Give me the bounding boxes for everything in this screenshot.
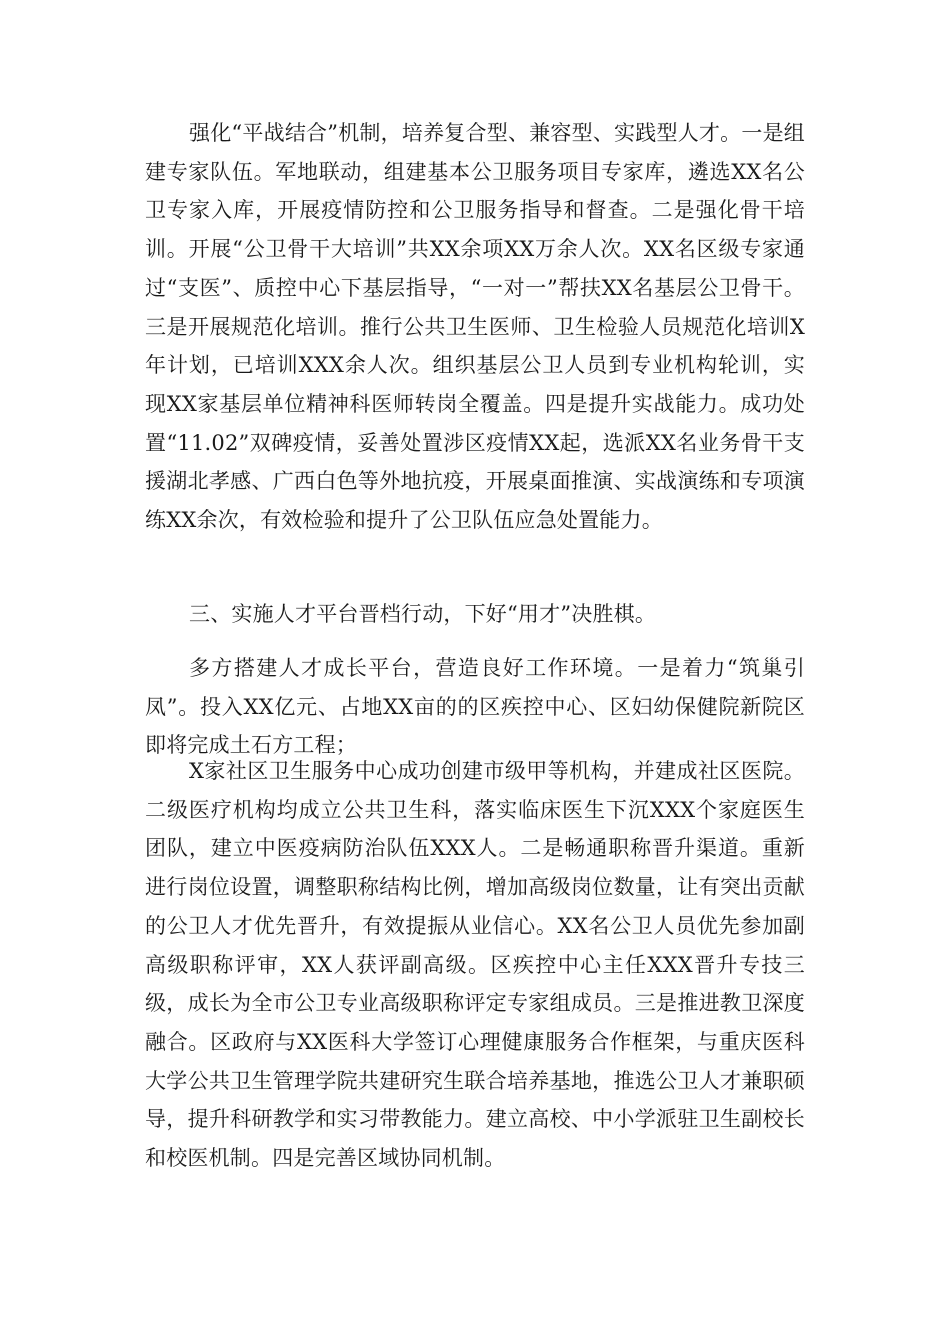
section-heading-three bbox=[145, 595, 805, 634]
section-heading-text: 三、实施人才平台晋档行动，下好“用才”决胜棋。 bbox=[189, 602, 657, 626]
paragraph-text: 多方搭建人才成长平台，营造良好工作环境。一是着力“筑巢引凤”。投入XX亿元、占地XX亩的的区疾控中心、区妇幼保健院新院区即将完成土石方工程； bbox=[145, 656, 805, 758]
paragraph-talent-training bbox=[145, 114, 805, 540]
paragraph-text: 强化“平战结合”机制，培养复合型、兼容型、实践型人才。一是组建专家队伍。军地联动，组建基本公卫服务项目专家库，遴选XX名公卫专家入库，开展疫情防控和公卫服务指导和督查。二是强化骨干培训。开展“公卫骨干大培训”共XX余项XX万余人次。XX名区级专家通过“支医”、质控中心下基层指导，“一对一”帮扶XX名基层公卫骨干。三是开展规范化培训。推行公共卫生医师、卫生检验人员规范化培训X年计划，已培训XXX余人次。组织基层公卫人员到专业机构轮训，实现XX家基层单位精神科医师转岗全覆盖。四是提升实战能力。成功处置“11.02”双碑疫情，妥善处置涉区疫情XX起，选派XX名业务骨干支援湖北孝感、广西白色等外地抗疫，开展桌面推演、实战演练和专项演练XX余次，有效检验和提升了公卫队伍应急处置能力。 bbox=[145, 121, 805, 533]
paragraph-community-health bbox=[145, 752, 805, 1178]
paragraph-platform-building bbox=[145, 649, 805, 765]
paragraph-text: X家社区卫生服务中心成功创建市级甲等机构，并建成社区医院。二级医疗机构均成立公共卫生科，落实临床医生下沉XXX个家庭医生团队，建立中医疫病防治队伍XXX人。二是畅通职称晋升渠道。重新进行岗位设置，调整职称结构比例，增加高级岗位数量，让有突出贡献的公卫人才优先晋升，有效提振从业信心。XX名公卫人员优先参加副高级职称评审，XX人获评副高级。区疾控中心主任XXX晋升专技三级，成长为全市公卫专业高级职称评定专家组成员。三是推进教卫深度融合。区政府与XX医科大学签订心理健康服务合作框架，与重庆医科大学公共卫生管理学院共建研究生联合培养基地，推选公卫人才兼职硕导，提升科研教学和实习带教能力。建立高校、中小学派驻卫生副校长和校医机制。四是完善区域协同机制。 bbox=[145, 759, 805, 1171]
